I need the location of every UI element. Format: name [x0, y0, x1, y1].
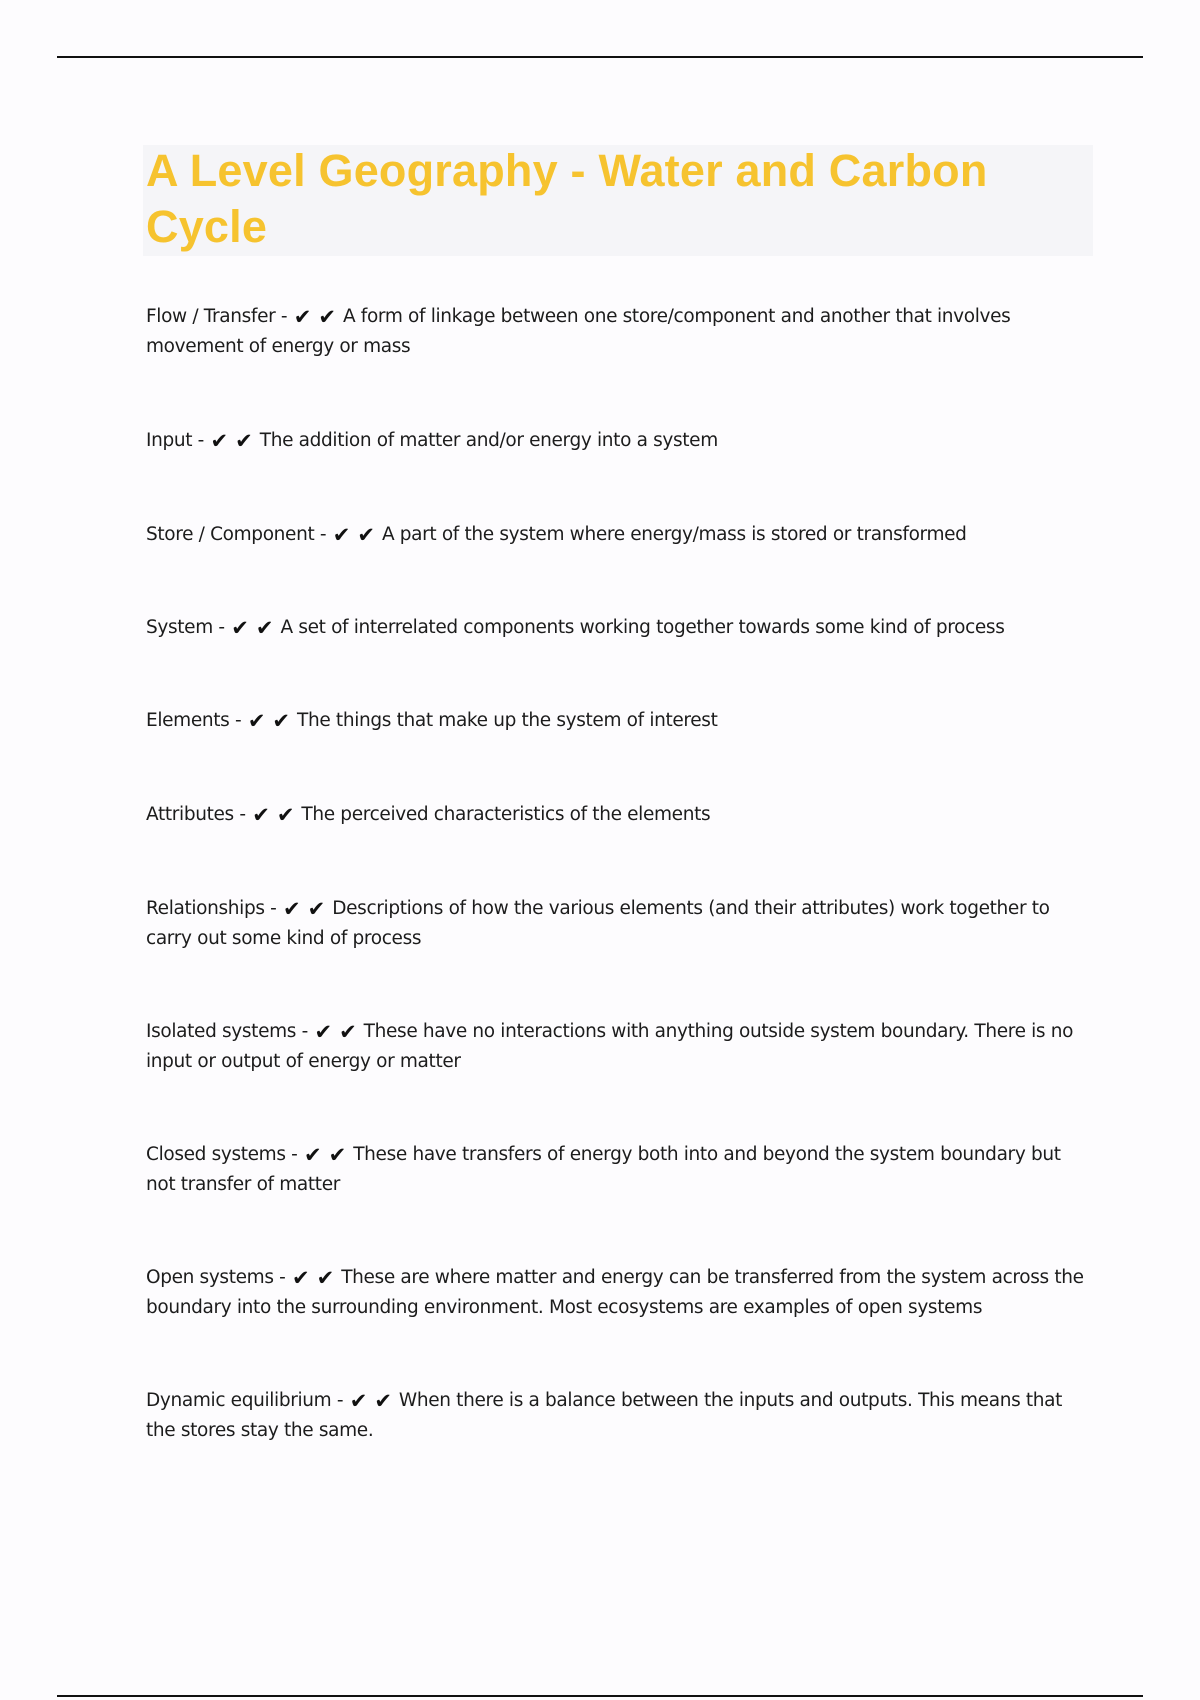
glossary-entry — [146, 520, 1091, 550]
double-check-icon: ✔✔ — [293, 305, 343, 329]
entry-term: Elements - — [146, 710, 247, 731]
entry-definition: These have no interactions with anything outside system boundary. There is no input or output of energy or matter — [146, 1021, 1074, 1072]
entry-term: Dynamic equilibrium - — [146, 1390, 349, 1411]
double-check-icon: ✔✔ — [292, 1266, 342, 1290]
double-check-icon: ✔✔ — [349, 1389, 399, 1413]
entry-term: Store / Component - — [146, 524, 332, 545]
entry-term: Relationships - — [146, 898, 283, 919]
entry-definition: The perceived characteristics of the elements — [301, 804, 711, 825]
double-check-icon: ✔✔ — [304, 1143, 354, 1167]
glossary-entry — [146, 1263, 1091, 1323]
entry-term: Attributes - — [146, 804, 252, 825]
double-check-icon: ✔✔ — [252, 803, 302, 827]
bottom-rule — [57, 1695, 1143, 1697]
top-rule — [57, 56, 1143, 58]
double-check-icon: ✔✔ — [332, 523, 382, 547]
double-check-icon: ✔✔ — [314, 1020, 364, 1044]
entry-term: Isolated systems - — [146, 1021, 314, 1042]
double-check-icon: ✔✔ — [283, 897, 333, 921]
entry-definition: A form of linkage between one store/component and another that involves movement of energy or mass — [146, 306, 1011, 357]
entry-definition: These are where matter and energy can be transferred from the system across the boundary into the surrounding environment. Most ecosystems are examples of open systems — [146, 1267, 1084, 1318]
entry-definition: A set of interrelated components working together towards some kind of process — [280, 617, 1005, 638]
entry-term: Open systems - — [146, 1267, 291, 1288]
glossary-entry — [146, 613, 1091, 643]
glossary-entry — [146, 894, 1091, 954]
glossary-entry — [146, 1386, 1091, 1446]
entry-term: Closed systems - — [146, 1144, 304, 1165]
double-check-icon: ✔✔ — [247, 709, 298, 733]
entry-term: System - — [146, 617, 231, 638]
document-title: A Level Geography - Water and Carbon Cycle — [146, 145, 988, 252]
entry-definition: The things that make up the system of interest — [297, 710, 718, 731]
entry-definition: A part of the system where energy/mass is stored or transformed — [381, 524, 967, 545]
double-check-icon: ✔✔ — [210, 429, 260, 453]
glossary-entry — [146, 426, 1091, 456]
glossary-entry — [146, 800, 1091, 830]
entry-definition: These have transfers of energy both into and beyond the system boundary but not transfer of matter — [146, 1144, 1061, 1195]
entry-definition: When there is a balance between the inputs and outputs. This means that the stores stay the same. — [146, 1390, 1063, 1441]
glossary-entry — [146, 1017, 1091, 1077]
entry-definition: The addition of matter and/or energy into a system — [259, 430, 718, 451]
glossary-entry — [146, 302, 1091, 362]
entry-term: Input - — [146, 430, 210, 451]
glossary-entry — [146, 1140, 1091, 1200]
glossary-entry — [146, 706, 1091, 736]
double-check-icon: ✔✔ — [231, 616, 281, 640]
entry-term: Flow / Transfer - — [146, 306, 293, 327]
entry-definition: Descriptions of how the various elements (and their attributes) work together to carry out some kind of process — [146, 898, 1050, 949]
